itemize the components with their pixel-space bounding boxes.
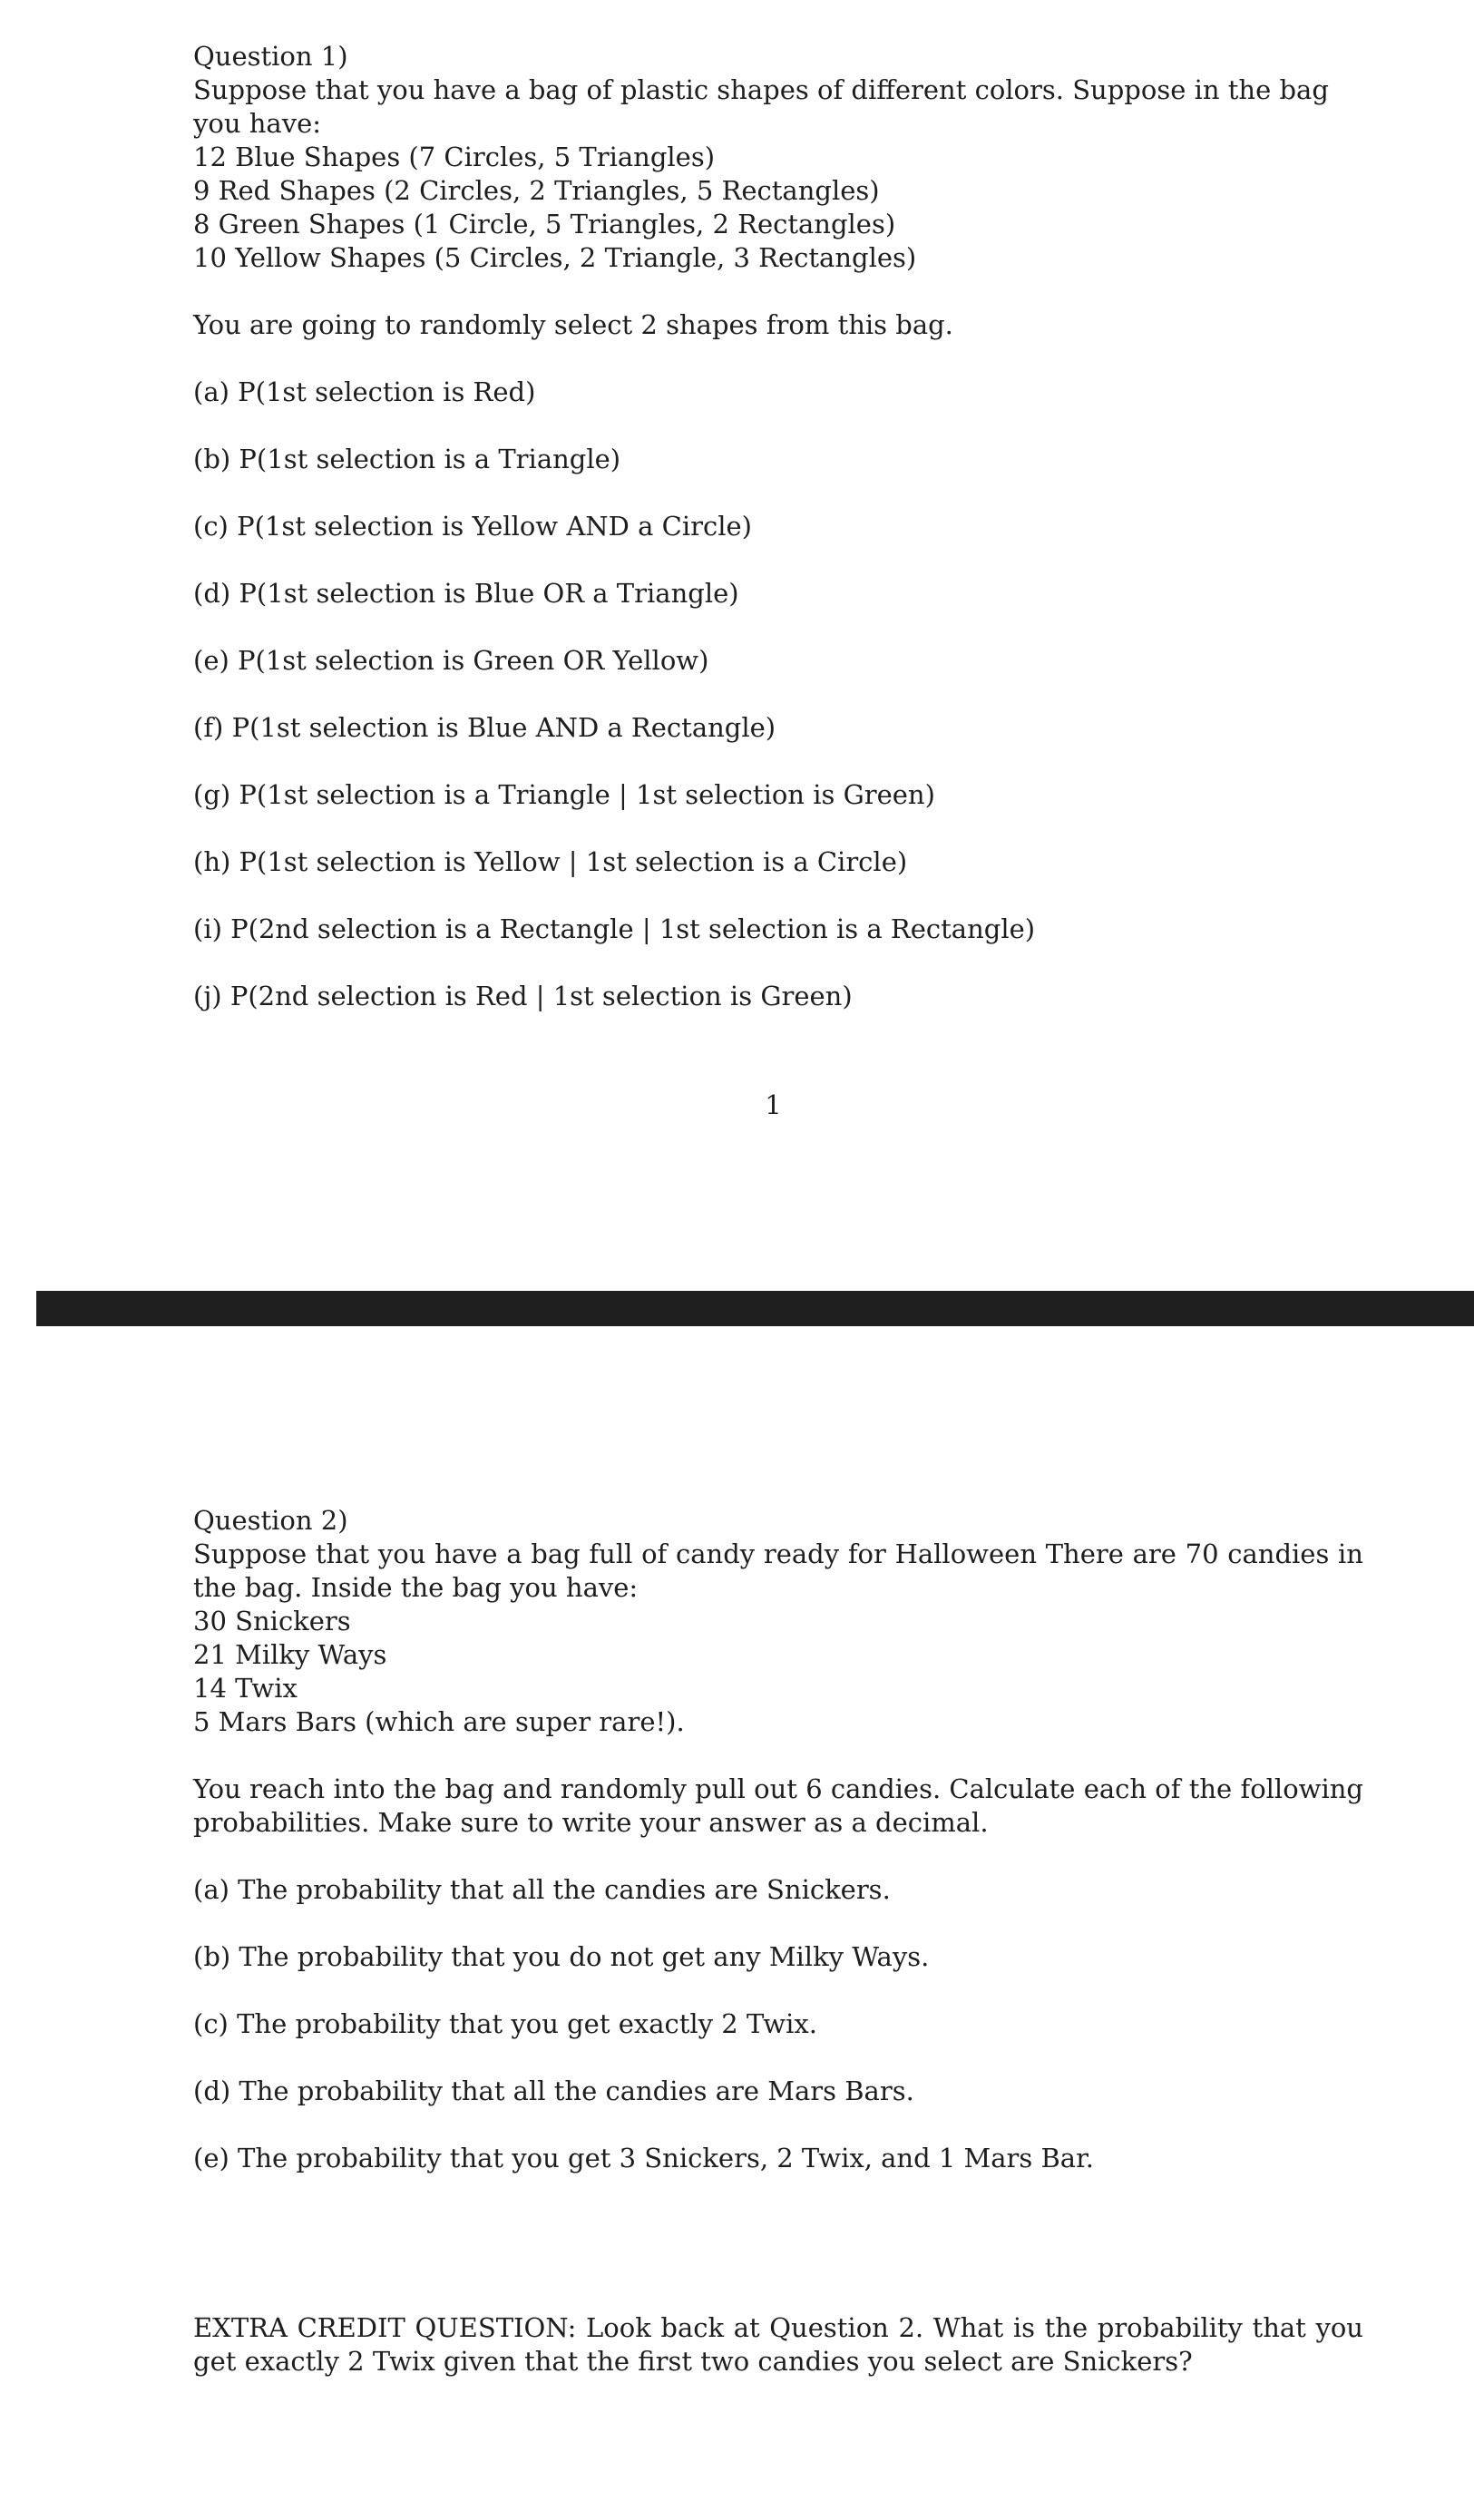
question-part: (h) P(1st selection is Yellow | 1st selection is a Circle)	[193, 846, 908, 877]
question-1-title: Question 1)	[193, 41, 348, 72]
inventory-item: 8 Green Shapes (1 Circle, 5 Triangles, 2 Rectangles)	[193, 209, 896, 239]
inventory-item: 21 Milky Ways	[193, 1639, 387, 1670]
extra-credit	[193, 2311, 1372, 2378]
question-part: (g) P(1st selection is a Triangle | 1st selection is Green)	[193, 779, 935, 810]
page-number: 1	[765, 1089, 782, 1120]
question-part: (f) P(1st selection is Blue AND a Rectangle)	[193, 712, 776, 743]
question-part: (c) The probability that you get exactly 2 Twix.	[193, 2008, 817, 2039]
question-part: (c) P(1st selection is Yellow AND a Circle)	[193, 511, 752, 542]
page-divider	[36, 1291, 1474, 1326]
inventory-item: 10 Yellow Shapes (5 Circles, 2 Triangle, 3 Rectangles)	[193, 242, 917, 273]
question-part: (b) The probability that you do not get any Milky Ways.	[193, 1941, 930, 1972]
question-2	[193, 1504, 1372, 2209]
question-2-intro: Suppose that you have a bag full of candy ready for Halloween There are 70 candies in the bag. Inside the bag you have:	[193, 1538, 1372, 1603]
inventory-item: 5 Mars Bars (which are super rare!).	[193, 1706, 685, 1737]
question-1-instruction: You are going to randomly select 2 shapes from this bag.	[193, 309, 953, 340]
question-2-title: Question 2)	[193, 1505, 348, 1536]
question-part: (i) P(2nd selection is a Rectangle | 1st selection is a Rectangle)	[193, 913, 1036, 944]
question-part: (a) P(1st selection is Red)	[193, 376, 536, 407]
question-1-intro: Suppose that you have a bag of plastic shapes of different colors. Suppose in the bag you have:	[193, 74, 1338, 139]
inventory-item: 9 Red Shapes (2 Circles, 2 Triangles, 5 Rectangles)	[193, 175, 880, 206]
extra-credit-text: EXTRA CREDIT QUESTION: Look back at Question 2. What is the probability that you get exactly 2 Twix given that the first two candies you select are Snickers?	[193, 2312, 1372, 2377]
question-part: (e) The probability that you get 3 Snickers, 2 Twix, and 1 Mars Bar.	[193, 2143, 1094, 2173]
inventory-item: 14 Twix	[193, 1673, 298, 1704]
question-2-instruction: You reach into the bag and randomly pull out 6 candies. Calculate each of the following probabilities. Make sure to write your answer as a decimal.	[193, 1773, 1372, 1838]
inventory-item: 30 Snickers	[193, 1606, 351, 1636]
question-1	[193, 40, 1363, 1047]
question-part: (d) The probability that all the candies are Mars Bars.	[193, 2076, 914, 2106]
question-part: (e) P(1st selection is Green OR Yellow)	[193, 645, 709, 676]
question-part: (j) P(2nd selection is Red | 1st selection is Green)	[193, 981, 853, 1011]
question-part: (d) P(1st selection is Blue OR a Triangle)	[193, 578, 739, 609]
question-part: (a) The probability that all the candies are Snickers.	[193, 1874, 891, 1905]
question-part: (b) P(1st selection is a Triangle)	[193, 444, 621, 474]
inventory-item: 12 Blue Shapes (7 Circles, 5 Triangles)	[193, 142, 716, 172]
